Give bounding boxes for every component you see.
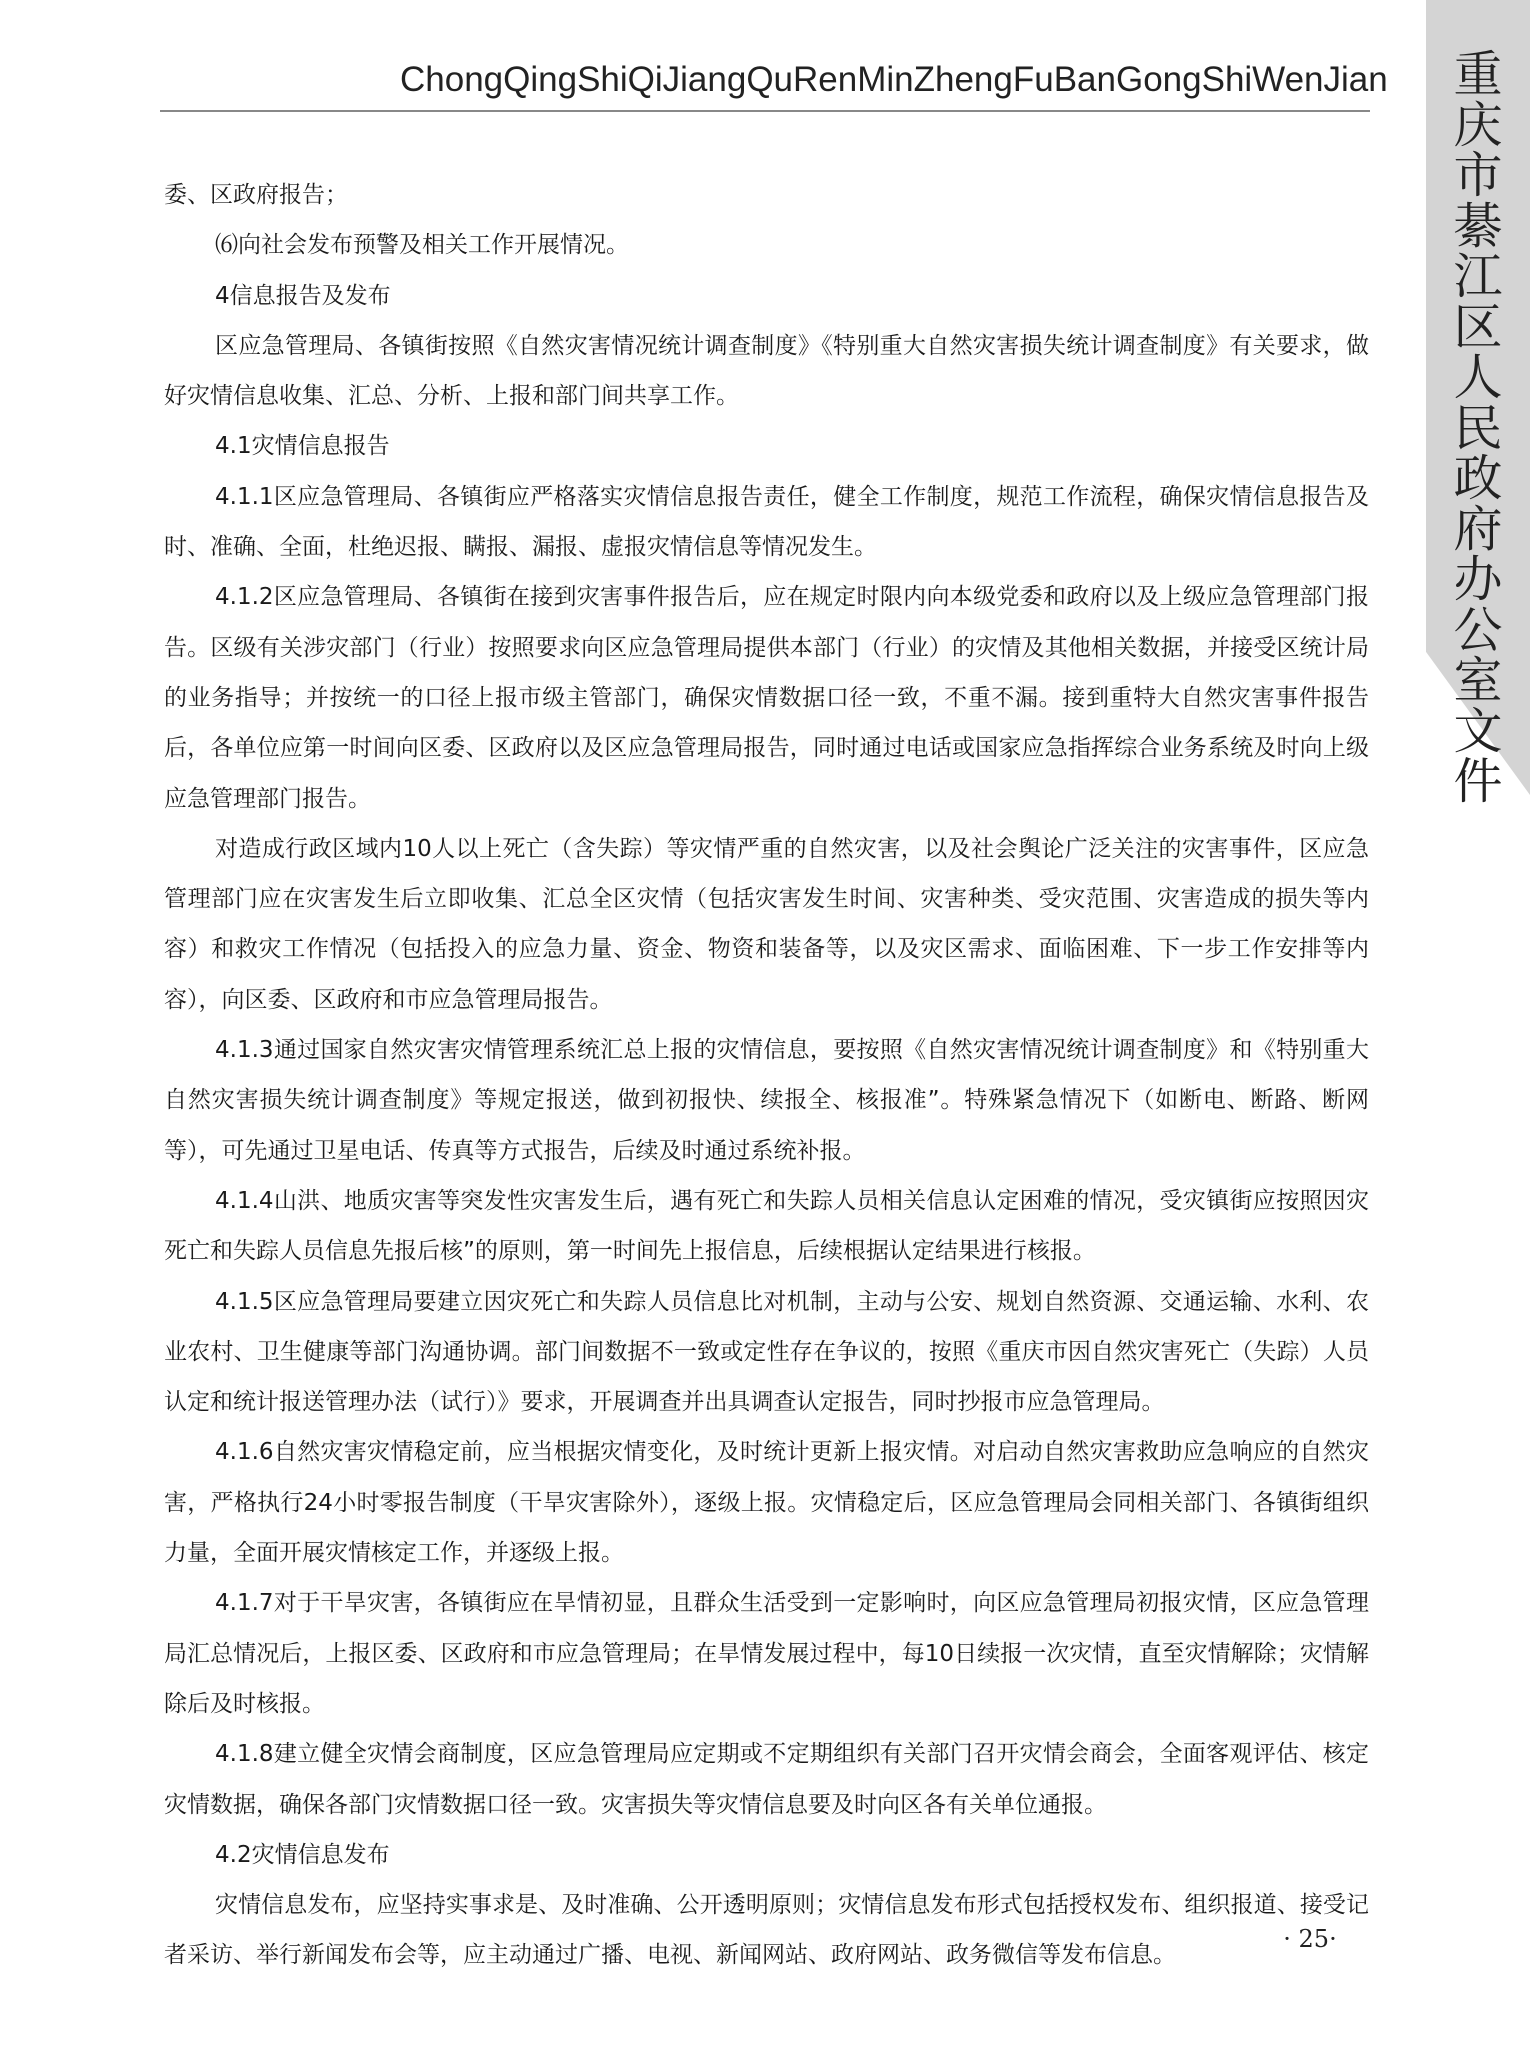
paragraph: 区应急管理局、各镇街按照《自然灾害情况统计调查制度》《特别重大自然灾害损失统计调查制度》有关要求，做好灾情信息收集、汇总、分析、上报和部门间共享工作。: [164, 332, 1369, 410]
page-number: · 25·: [1283, 1925, 1337, 1953]
paragraph: 4.1.7对于干旱灾害，各镇街应在旱情初显，且群众生活受到一定影响时，向区应急管理局初报灾情，区应急管理局汇总情况后，上报区委、区政府和市应急管理局；在旱情发展过程中，每10日续报一次灾情，直至灾情解除；灾情解除后及时核报。: [164, 1590, 1369, 1717]
paragraph: 4.1.8建立健全灾情会商制度，区应急管理局应定期或不定期组织有关部门召开灾情会商会，全面客观评估、核定灾情数据，确保各部门灾情数据口径一致。灾害损失等灾情信息要及时向区各有关单位通报。: [164, 1741, 1369, 1818]
paragraph: 4.1.1区应急管理局、各镇街应严格落实灾情信息报告责任，健全工作制度，规范工作流程，确保灾情信息报告及时、准确、全面，杜绝迟报、瞒报、漏报、虚报灾情信息等情况发生。: [164, 483, 1369, 561]
paragraph: 4.1.6自然灾害灾情稳定前，应当根据灾情变化，及时统计更新上报灾情。对启动自然灾害救助应急响应的自然灾害，严格执行24小时零报告制度（干旱灾害除外），逐级上报。灾情稳定后，区应急管理局会同相关部门、各镇街组织力量，全面开展灾情核定工作，并逐级上报。: [164, 1439, 1369, 1567]
header-divider: [160, 110, 1370, 112]
paragraph: 委、区政府报告；: [164, 182, 348, 208]
paragraph: 4.1.3通过国家自然灾害灾情管理系统汇总上报的灾情信息，要按照《自然灾害情况统计调查制度》和《特别重大自然灾害损失统计调查制度》等规定报送，做到初报快、续报全、核报准”。特殊紧急情况下（如断电、断路、断网等），可先通过卫星电话、传真等方式报告，后续及时通过系统补报。: [164, 1037, 1369, 1164]
paragraph: 对造成行政区域内10人以上死亡（含失踪）等灾情严重的自然灾害，以及社会舆论广泛关注的灾害事件，区应急管理部门应在灾害发生后立即收集、汇总全区灾情（包括灾害发生时间、灾害种类、受灾范围、灾害造成的损失等内容）和救灾工作情况（包括投入的应急力量、资金、物资和装备等，以及灾区需求、面临困难、下一步工作安排等内容），向区委、区政府和市应急管理局报告。: [164, 835, 1369, 1013]
paragraph: 4.1.5区应急管理局要建立因灾死亡和失踪人员信息比对机制，主动与公安、规划自然资源、交通运输、水利、农业农村、卫生健康等部门沟通协调。部门间数据不一致或定性存在争议的，按照《重庆市因自然灾害死亡（失踪）人员认定和统计报送管理办法（试行）》要求，开展调查并出具调查认定报告，同时抄报市应急管理局。: [164, 1288, 1369, 1416]
running-header: ChongQingShiQiJiangQuRenMinZhengFuBanGongShiWenJian: [400, 60, 1388, 99]
section-heading: 4.2灾情信息发布: [215, 1841, 390, 1868]
paragraph: 4.1.4山洪、地质灾害等突发性灾害发生后，遇有死亡和失踪人员相关信息认定困难的情况，受灾镇街应按照因灾死亡和失踪人员信息先报后核”的原则，第一时间先上报信息，后续根据认定结果进行核报。: [164, 1187, 1369, 1265]
document-body: [164, 170, 1369, 1981]
section-heading: 4信息报告及发布: [215, 282, 391, 309]
paragraph: ⑹向社会发布预警及相关工作开展情况。: [215, 232, 629, 259]
section-heading: 4.1灾情信息报告: [215, 433, 390, 460]
side-tab-label: 重庆市綦江区人民政府办公室文件: [1453, 46, 1503, 810]
paragraph: 4.1.2区应急管理局、各镇街在接到灾害事件报告后，应在规定时限内向本级党委和政府以及上级应急管理部门报告。区级有关涉灾部门（行业）按照要求向区应急管理局提供本部门（行业）的灾情及其他相关数据，并接受区统计局的业务指导；并按统一的口径上报市级主管部门，确保灾情数据口径一致，不重不漏。接到重特大自然灾害事件报告后，各单位应第一时间向区委、区政府以及区应急管理局报告，同时通过电话或国家应急指挥综合业务系统及时向上级应急管理部门报告。: [164, 584, 1369, 812]
paragraph: 灾情信息发布，应坚持实事求是、及时准确、公开透明原则；灾情信息发布形式包括授权发布、组织报道、接受记者采访、举行新闻发布会等，应主动通过广播、电视、新闻网站、政府网站、政务微信等发布信息。: [164, 1892, 1369, 1969]
